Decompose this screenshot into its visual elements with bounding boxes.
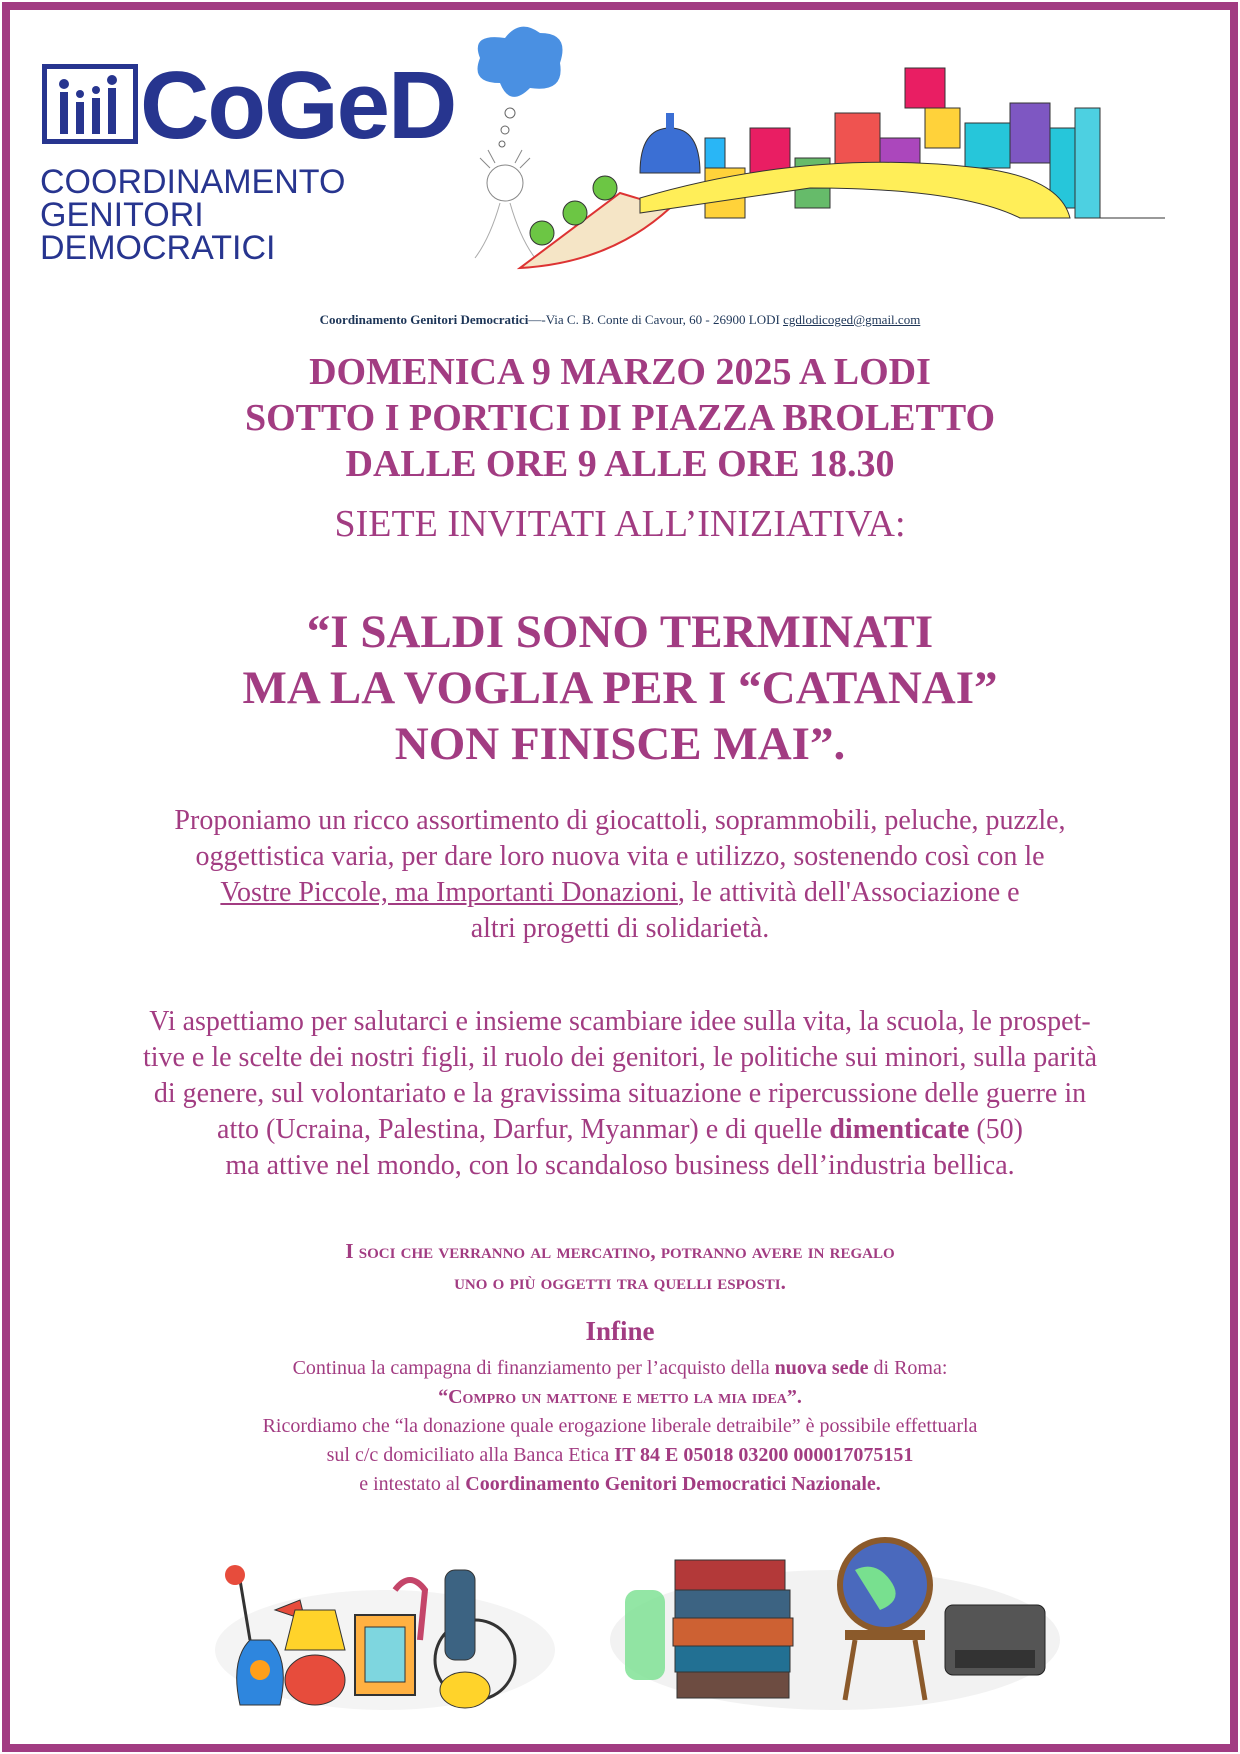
infine-nuova-sede: nuova sede (774, 1357, 869, 1379)
paragraph-offer (0, 803, 1240, 947)
infine-l4-a: sul c/c domiciliato alla Banca Etica (326, 1444, 615, 1466)
iban: IT 84 E 05018 03200 000017075151 (614, 1444, 914, 1466)
infine-l1-a: Continua la campagna di finanziamento per l’acquisto della (292, 1357, 775, 1379)
paragraph-invitation (0, 1004, 1240, 1184)
infine-body (0, 1354, 1240, 1499)
para2-line-4-a: atto (Ucraina, Palestina, Darfur, Myanmar) e di quelle (217, 1114, 830, 1145)
para1-line-3 (0, 875, 1240, 911)
address-org: Coordinamento Genitori Democratici (319, 312, 529, 327)
slogan (0, 604, 1240, 772)
event-hours: DALLE ORE 9 ALLE ORE 18.30 (345, 443, 895, 485)
address-street: —-Via C. B. Conte di Cavour, 60 - 26900 LODI (528, 312, 784, 327)
logo-line-1: COORDINAMENTO (40, 163, 346, 201)
para2-line-5: ma attive nel mondo, con lo scandaloso business dell’industria bellica. (225, 1150, 1015, 1181)
para1-line-1: Proponiamo un ricco assortimento di giocattoli, soprammobili, peluche, puzzle, (174, 805, 1066, 836)
para1-line-4: altri progetti di solidarietà. (470, 913, 770, 944)
members-notice (0, 1236, 1240, 1298)
para1-line-2: oggettistica varia, per dare loro nuova vita e utilizzo, sostenendo così con le (195, 841, 1045, 872)
para2-line-3: di genere, sul volontariato e la gravissima situazione e ripercussione delle guerre in (153, 1078, 1087, 1109)
slogan-line-3: NON FINISCE MAI”. (394, 718, 846, 770)
para2-line-4-b: (50) (969, 1114, 1023, 1145)
event-date: DOMENICA 9 MARZO 2025 A LODI (309, 351, 931, 393)
address-line (0, 312, 1240, 328)
logo-text (40, 163, 346, 267)
soci-line-1: I soci che verranno al mercatino, potranno avere in regalo (345, 1239, 895, 1263)
logo-line-3: DEMOCRATICI (40, 229, 276, 267)
para2-line-1: Vi aspettiamo per salutarci e insieme scambiare idee sulla vita, la scuola, le prospet- (149, 1006, 1091, 1037)
event-place: SOTTO I PORTICI DI PIAZZA BROLETTO (244, 397, 996, 439)
infine-recipient: Coordinamento Genitori Democratici Nazionale. (465, 1473, 881, 1495)
address-email-link[interactable]: cgdlodicoged@gmail.com (783, 312, 921, 327)
slogan-line-1: “I SALDI SONO TERMINATI (306, 606, 934, 658)
para2-line-4 (0, 1112, 1240, 1148)
soci-line-2: uno o più oggetti tra quelli esposti. (454, 1270, 786, 1294)
para2-dimenticate: dimenticate (829, 1114, 970, 1145)
infine-line-5 (0, 1470, 1240, 1499)
event-heading (0, 349, 1240, 487)
infine-title: Infine (585, 1316, 655, 1346)
city-illustration (460, 18, 1210, 278)
infine-l1-b: di Roma: (868, 1357, 948, 1379)
infine-campaign: “Compro un mattone e metto la mia idea”. (438, 1386, 802, 1408)
slogan-line-2: MA LA VOGLIA PER I “CATANAI” (242, 662, 998, 714)
logo-line-2: GENITORI (40, 196, 204, 234)
objects-illustration (205, 1530, 565, 1710)
infine-line-1 (0, 1354, 1240, 1383)
vintage-objects-illustration (605, 1530, 1065, 1710)
invite-line: SIETE INVITATI ALL’INIZIATIVA: (334, 503, 906, 545)
infine-line-4 (0, 1441, 1240, 1470)
coged-logo (40, 52, 456, 267)
para1-line-3-rest: , le attività dell'Associazione e (677, 877, 1020, 908)
logo-wordmark: CoGeD (140, 52, 456, 159)
para2-line-2: tive e le scelte dei nostri figli, il ruolo dei genitori, le politiche sui minori, sulla parità (142, 1042, 1098, 1073)
infine-l5-a: e intestato al (359, 1473, 466, 1495)
donations-link: Vostre Piccole, ma Importanti Donazioni (220, 877, 678, 908)
family-icon (42, 64, 138, 144)
infine-line-3: Ricordiamo che “la donazione quale erogazione liberale detraibile” è possibile effettuarla (262, 1415, 978, 1437)
